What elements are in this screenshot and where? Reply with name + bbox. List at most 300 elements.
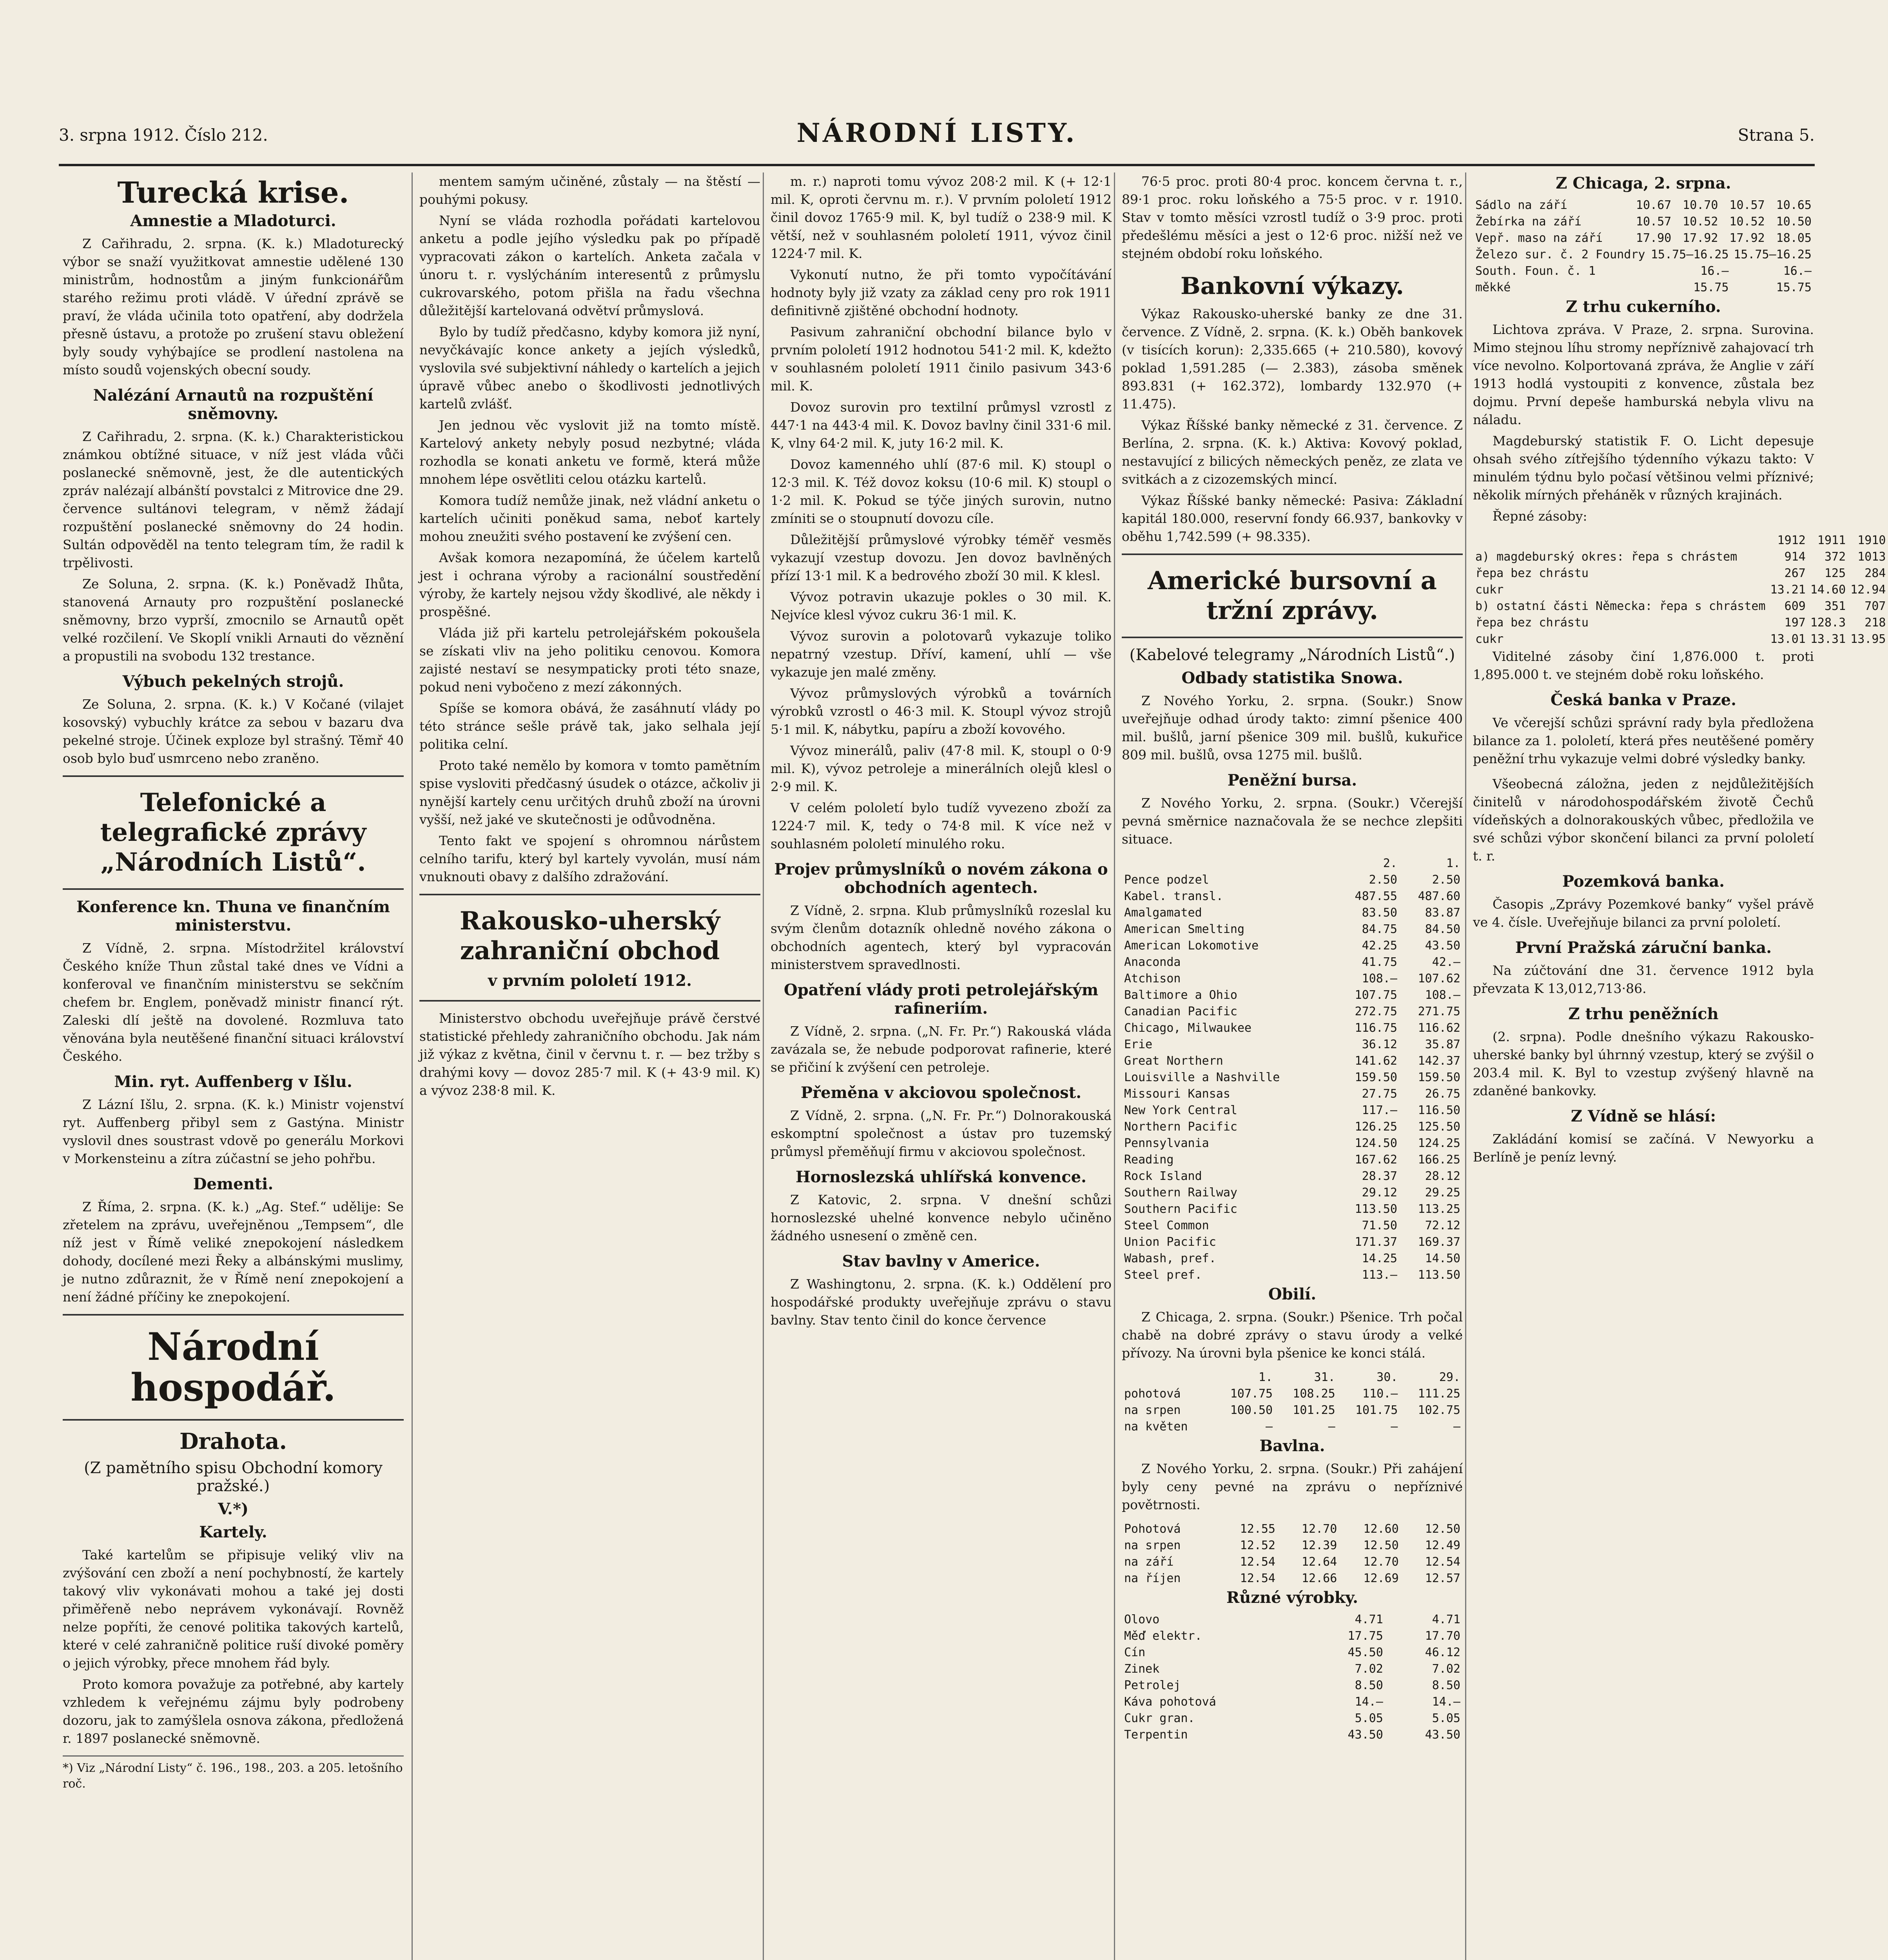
article-title: Z trhu cukerního. <box>1566 298 1721 316</box>
table-cell: 16.— <box>1783 264 1812 278</box>
article-title: Projev průmyslníků o novém zákona o obchodních agentech. <box>774 860 1108 897</box>
table-row <box>1122 1069 1463 1086</box>
table-cell: Steel Common <box>1124 1219 1209 1232</box>
table-cell: 12.50 <box>1425 1522 1460 1536</box>
table-cell: 13.21 <box>1770 583 1806 597</box>
article-title: Z trhu peněžních <box>1568 1005 1719 1023</box>
section-header-box <box>419 894 760 1002</box>
paragraph: 76·5 proc. proti 80·4 proc. koncem června t. r., 89·1 proc. roku loňského a 75·5 proc. v r. 1910. Stav v tomto měsíci vzrostl tudíž o 3·9 proc. proti předešlému měsíci a jest o 12·6 proc. nižší než ve stejném období roku loňského. <box>1122 174 1463 261</box>
table-cell: 14.50 <box>1425 1252 1460 1265</box>
table-row <box>1122 1710 1463 1727</box>
column-5 <box>1473 172 1886 1960</box>
section-header-box <box>1122 554 1463 638</box>
table-cell: 372 <box>1824 550 1846 564</box>
table-cell: 159.50 <box>1355 1071 1397 1084</box>
table-row <box>1122 1036 1463 1053</box>
table-cell: 108.— <box>1362 972 1397 985</box>
table-row <box>1473 247 1814 263</box>
table-row <box>1122 1677 1463 1694</box>
table-cell: 10.52 <box>1729 215 1765 229</box>
table-cell: Canadian Pacific <box>1124 1005 1237 1018</box>
paragraph: Z Cařihradu, 2. srpna. (K. k.) Mladoturecký výbor se snaží využitkovat amnestie udělené 130 ministrům, hodnostům a jiným funkcionářům starého režimu proti vládě. V úřední zprávě se praví, že vláda učinila toto opatření, aby dodržela přesně ústavu, a protože po zrušení stavu obležení byly soudy vyhýbajíce se prodlení nastolena na místo soudů vojenských obecní soudy. <box>63 236 404 377</box>
table-cell: 13.95 <box>1850 632 1886 646</box>
paragraph: Z Vídně, 2. srpna. („N. Fr. Pr.“) Rakouská vláda zavázala se, že nebude podporovat rafinerie, které se přičiní k zvýšení cen petroleje. <box>771 1024 1112 1075</box>
table-cell: 15.75—16.25 <box>1734 248 1812 261</box>
table-row <box>1122 1053 1463 1069</box>
table-cell: 10.57 <box>1636 215 1672 229</box>
article-subtitle: Bavlna. <box>1259 1437 1325 1455</box>
article-title: Česká banka v Praze. <box>1550 691 1737 709</box>
paragraph: Dovoz kamenného uhlí (87·6 mil. K) stoupl o 12·3 mil. K. Též dovoz koksu (10·6 mil. K) stoupl o 1·2 mil. K. Pokud se týče jiných surovin, nutno zmíniti se o stoupnutí dovozu cíle. <box>771 457 1112 526</box>
table-cell: 10.50 <box>1776 215 1812 229</box>
paragraph: (2. srpna). Podle dnešního výkazu Rakousko-uherské banky byl úhrnný vzestup, který se zvýšil o 203.4 mil. K. Byl to vzestup zvýšený hlavně na zdaněné bankovky. <box>1473 1029 1814 1098</box>
table-cell: 15.75—16.25 <box>1650 248 1729 261</box>
table-row <box>1122 1102 1463 1119</box>
stock-quotes-table <box>1122 855 1463 1283</box>
table-row <box>1122 938 1463 954</box>
masthead <box>59 118 1815 165</box>
table-cell: 83.50 <box>1362 906 1397 920</box>
table-cell: 271.75 <box>1418 1005 1460 1018</box>
table-cell: 197 <box>1784 616 1806 630</box>
table-cell <box>1122 855 1337 872</box>
table-cell <box>1473 532 1768 549</box>
table-cell: 17.92 <box>1683 231 1718 245</box>
table-cell: South. Foun. č. 1 <box>1475 264 1596 278</box>
section-subtitle: v prvním pololetí 1912. <box>488 971 692 990</box>
article-title: Hornoslezská uhlířská konvence. <box>796 1168 1086 1186</box>
paragraph: Důležitější průmyslové výrobky téměř vesměs vykazují vzestup dovozu. Jen dovoz bavlněných přízí 13·1 mil. K a bedrového zboží 30 mil. K klesl. <box>771 532 1112 583</box>
table-cell: Cín <box>1124 1646 1146 1659</box>
table-cell: American Smelting <box>1124 922 1245 936</box>
table-cell: 10.52 <box>1683 215 1718 229</box>
table-cell: 12.70 <box>1302 1522 1337 1536</box>
table-row <box>1122 1168 1463 1185</box>
table-row <box>1122 1152 1463 1168</box>
table-cell: 124.25 <box>1418 1136 1460 1150</box>
article-title: Z Vídně se hlásí: <box>1571 1107 1716 1125</box>
table-header-row <box>1122 1369 1463 1386</box>
table-cell: 43.50 <box>1348 1728 1383 1742</box>
issue-date: 3. srpna 1912. Číslo 212. <box>59 125 268 145</box>
table-cell: 487.55 <box>1355 889 1397 903</box>
table-row <box>1473 549 1888 565</box>
table-cell: 12.70 <box>1363 1555 1399 1569</box>
paragraph: m. r.) naproti tomu vývoz 208·2 mil. K (+ 12·1 mil. K, oproti červnu m. r.). V prvním pololetí 1912 činil dovoz 1765·9 mil. K, byl tudíž o 238·9 mil. K větší, než v souhlasném pololetí 1911, vývoz činil 1224·7 mil. K. <box>771 174 1112 261</box>
paragraph: Jen jednou věc vyslovit již na tomto místě. Kartelový ankety nebyly posud nezbytné; vláda rozhodla se konati anketu ve formě, která může mnohem lépe osvětliti celou otázku kartelů. <box>419 417 760 487</box>
table-cell: 914 <box>1784 550 1806 564</box>
column-1 <box>63 172 404 1960</box>
table-cell: Olovo <box>1124 1613 1160 1626</box>
table-cell: Sádlo na září <box>1475 198 1567 212</box>
table-row <box>1122 1267 1463 1283</box>
table-cell: Kabel. transl. <box>1124 889 1223 903</box>
table-cell: 26.75 <box>1425 1087 1460 1101</box>
table-cell: Northern Pacific <box>1124 1120 1237 1134</box>
table-cell: 1. <box>1446 857 1460 870</box>
paragraph: Z Chicaga, 2. srpna. (Soukr.) Pšenice. Trh počal chabě na dobré zprávy o stavu úrody a velké přívozy. Na úrovni byla pšenice ke konci stálá. <box>1122 1309 1463 1361</box>
table-cell: Steel pref. <box>1124 1268 1202 1282</box>
table-cell: 107.62 <box>1418 972 1460 985</box>
table-cell: 125.50 <box>1418 1120 1460 1134</box>
table-row <box>1122 1521 1463 1537</box>
table-cell: 8.50 <box>1355 1679 1383 1692</box>
table-cell: 12.54 <box>1240 1555 1275 1569</box>
table-cell: 116.62 <box>1418 1021 1460 1035</box>
paragraph: Z Katovic, 2. srpna. V dnešní schůzi hornoslezské uhelné konvence nebylo učiněno žádného usnesení o změně cen. <box>771 1192 1112 1243</box>
table-cell: 42.25 <box>1362 939 1397 953</box>
table-cell: 1911 <box>1817 534 1846 547</box>
paragraph: Řepné zásoby: <box>1493 508 1587 524</box>
article-subtitle: Výbuch pekelných strojů. <box>122 672 344 691</box>
article-title: Stav bavlny v Americe. <box>842 1252 1040 1270</box>
commodity-quotes-table <box>1122 1612 1463 1743</box>
paragraph: Z Nového Yorku, 2. srpna. (Soukr.) Snow uveřejňuje odhad úrody takto: zimní pšenice 400 mil. bušlů, jarní pšenice 309 mil. bušlů, kukuřice 809 mil. bušlů, ovsa 1275 mil. bušlů. <box>1122 693 1463 762</box>
paragraph: Z Nového Yorku, 2. srpna. (Soukr.) Při zahájení byly ceny pevné na zprávu o nepříznivé povětrnosti. <box>1122 1461 1463 1512</box>
table-cell: 29. <box>1439 1370 1460 1384</box>
table-cell: 14.— <box>1355 1695 1383 1709</box>
table-cell: na září <box>1124 1555 1174 1569</box>
column-divider <box>1114 172 1115 1960</box>
table-cell: Pennsylvania <box>1124 1136 1209 1150</box>
table-cell: 12.94 <box>1850 583 1886 597</box>
table-cell: 116.75 <box>1355 1021 1397 1035</box>
table-cell: 166.25 <box>1418 1153 1460 1167</box>
table-cell: 15.75 <box>1693 281 1729 294</box>
table-cell: 35.87 <box>1425 1038 1460 1051</box>
paragraph: Z Cařihradu, 2. srpna. (K. k.) Charakteristickou známkou obtížné situace, v níž jest vláda vůči poslanecké sněmovně, jest, že dle autentických zpráv nalézají albánští povstalci z Mitrovice dne 29. července sultánovi telegram, v němž žádají rozpuštění poslanecké sněmovny do 24 hodin. Sultán odpověděl na tento telegram tím, že radil k trpělivosti. <box>63 429 404 570</box>
table-row <box>1122 1694 1463 1710</box>
table-cell: 36.12 <box>1362 1038 1397 1051</box>
table-row <box>1473 582 1888 598</box>
table-row <box>1473 565 1888 582</box>
table-cell: 1013 <box>1857 550 1886 564</box>
paragraph: Na zúčtování dne 31. července 1912 byla převzata K 13,012,713·86. <box>1473 963 1814 996</box>
table-cell: 28.37 <box>1362 1169 1397 1183</box>
table-cell: 609 <box>1784 599 1806 613</box>
section-title: Telefonické a telegrafické zprávy „Národních Listů“. <box>100 788 366 877</box>
table-row <box>1122 1020 1463 1036</box>
table-cell: 5.05 <box>1355 1711 1383 1725</box>
paragraph: Avšak komora nezapomíná, že účelem kartelů jest i ochrana výroby a racionální soustředění výroby, že kartely nejsou vždy škodlivé, ale někdy i prospěšné. <box>419 550 760 619</box>
paragraph: Všeobecná záložna, jeden z nejdůležitějších činitelů v národohospodářském životě Čechů vídeňských a dolnorakouských vůbec, předložila ve své schůzi výbor skončení bilanci za první pololetí t. r. <box>1473 776 1814 864</box>
table-row <box>1122 1250 1463 1267</box>
paragraph: Proto komora považuje za potřebné, aby kartely vzhledem k veřejnému zájmu byly podrobeny dozoru, jak to zamýšlela osnova zákona, předložená r. 1897 poslanecké sněmovně. <box>63 1677 404 1746</box>
table-cell: 15.75 <box>1776 281 1812 294</box>
paragraph: Lichtova zpráva. V Praze, 2. srpna. Surovina. Mimo stejnou líhu stromy nepříznivě zahajovací trh více nevolno. Kolportovaná zpráva, že Anglie v září 1913 hodlá vystoupiti z konvence, zůstala bez dojmu. První depeše hamburská nebyla vlivu na náladu. <box>1473 322 1814 427</box>
paragraph: Z Vídně, 2. srpna. Místodržitel království Českého kníže Thun zůstal také dnes ve Vídni a konferoval ve finančním ministerstvu se sekčním chefem br. Englem, poněvadž ministr financí rýt. Zaleski dlí ještě na dovolené. Rozmluva tato věnována byla neutěšené finanční situaci království Českého. <box>63 940 404 1064</box>
table-cell: 43.50 <box>1425 1728 1460 1742</box>
table-cell: — <box>1328 1420 1335 1434</box>
table-cell: Baltimore a Ohio <box>1124 988 1237 1002</box>
article-subtitle: Nalézání Arnautů na rozpuštění sněmovny. <box>93 386 374 423</box>
article-subtitle: (Z pamětního spisu Obchodní komory pražské.) <box>84 1459 383 1495</box>
paragraph: Výkaz Rakousko-uherské banky ze dne 31. července. Z Vídně, 2. srpna. (K. k.) Oběh bankovek (v tisících korun): 2,335.665 (+ 210.580), kovový poklad 1,591.285 (— 2.383), zásoba směnek 893.831 (+ 162.372), lombardy 132.970 (+ 11.475). <box>1122 306 1463 412</box>
table-cell: 12.54 <box>1425 1555 1460 1569</box>
table-row <box>1122 1612 1463 1628</box>
paragraph: Časopis „Zprávy Pozemkové banky“ vyšel právě ve 4. čísle. Uveřejňuje bilanci za první pololetí. <box>1473 897 1814 930</box>
table-cell: 17.90 <box>1636 231 1672 245</box>
section-title: Rakousko-uherský zahraniční obchod <box>459 906 720 965</box>
table-cell: Terpentin <box>1124 1728 1188 1742</box>
table-cell: Atchison <box>1124 972 1181 985</box>
table-cell: na srpen <box>1124 1539 1181 1552</box>
section-title: Americké bursovní a tržní zprávy. <box>1148 566 1437 625</box>
table-row <box>1122 1119 1463 1135</box>
table-cell: 707 <box>1864 599 1886 613</box>
table-cell: Missouri Kansas <box>1124 1087 1230 1101</box>
cotton-quotes-table <box>1122 1521 1463 1587</box>
table-cell: řepa bez chrástu <box>1475 616 1589 630</box>
table-row <box>1122 1201 1463 1218</box>
table-cell: 18.05 <box>1776 231 1812 245</box>
article-subtitle: Peněžní bursa. <box>1227 771 1357 789</box>
table-cell: 43.50 <box>1425 939 1460 953</box>
table-row <box>1122 1234 1463 1250</box>
table-cell: Great Northern <box>1124 1054 1223 1068</box>
column-divider <box>763 172 764 1960</box>
table-cell: 267 <box>1784 566 1806 580</box>
table-cell: na říjen <box>1124 1572 1181 1585</box>
table-row <box>1122 872 1463 888</box>
table-cell: 8.50 <box>1432 1679 1460 1692</box>
paragraph: Z Washingtonu, 2. srpna. (K. k.) Oddělení pro hospodářské produkty uveřejňuje zprávu o stavu bavlny. Stav tento činil do konce července <box>771 1276 1112 1328</box>
table-cell: Wabash, pref. <box>1124 1252 1216 1265</box>
table-row <box>1473 598 1888 615</box>
table-cell: 102.75 <box>1418 1403 1460 1417</box>
article-subtitle: Dementi. <box>193 1175 274 1193</box>
table-row <box>1122 987 1463 1004</box>
article-subtitle: Odbady statistika Snowa. <box>1181 669 1403 687</box>
article-subtitle: Amnestie a Mladoturci. <box>130 212 336 230</box>
paragraph: Proto také nemělo by komora v tomto pamětním spise vysloviti předčasný úsudek o otázce, ačkoliv ji nynější kartely cenu určitých druhů zboží na úrovni vyšší, než jaké ve skutečnosti je odůvodněna. <box>419 758 760 827</box>
table-cell: 27.75 <box>1362 1087 1397 1101</box>
paragraph: Nyní se vláda rozhodla pořádati kartelovou anketu a podle jejího výsledku pak po případě vypracovati zákon o kartelích. Anketa začala v únoru t. r. vyslýcháním interesentů z průmyslu cukrovarského, potom přišla na řadu všechna důležitější kartelovaná odvětví průmyslová. <box>419 213 760 318</box>
paragraph: Viditelné zásoby činí 1,876.000 t. proti 1,895.000 t. ve stejném době roku loňského. <box>1473 649 1814 682</box>
table-cell: 142.37 <box>1418 1054 1460 1068</box>
table-cell: pohotová <box>1124 1387 1181 1401</box>
table-cell: 12.55 <box>1240 1522 1275 1536</box>
table-row <box>1122 1628 1463 1644</box>
paragraph: Bylo by tudíž předčasno, kdyby komora již nyní, nevyčkávajíc konce ankety a jejích výsledků, vyslovila své subjektivní náhledy o kartelích a jejich úpravě vůbec anebo o škodlivosti jednotlivých kartelů zvlášť. <box>419 324 760 412</box>
paragraph: Zakládání komisí se začíná. V Newyorku a Berlíně je peníz levný. <box>1473 1131 1814 1165</box>
article-subtitle: Kartely. <box>199 1523 267 1541</box>
table-cell: 29.12 <box>1362 1186 1397 1200</box>
paragraph: Vývoz surovin a polotovarů vykazuje toliko nepatrný vzestup. Dříví, kamení, uhlí — vše vykazuje jen malé změny. <box>771 628 1112 680</box>
article-subtitle: Různé výrobky. <box>1226 1588 1358 1607</box>
table-cell: Železo sur. č. 2 Foundry <box>1475 248 1645 261</box>
table-cell: 17.92 <box>1729 231 1765 245</box>
paragraph: Vývoz průmyslových výrobků a továrních výrobků vzrostl o 46·3 mil. K. Stoupl vývoz strojů 5·1 mil. K, nábytku, papíru a zboží kovového. <box>771 686 1112 737</box>
table-cell: 10.65 <box>1776 198 1812 212</box>
table-cell: Rock Island <box>1124 1169 1202 1183</box>
table-cell: 124.50 <box>1355 1136 1397 1150</box>
table-cell: 31. <box>1314 1370 1335 1384</box>
table-cell: 17.75 <box>1348 1629 1383 1643</box>
table-row <box>1122 1218 1463 1234</box>
table-row <box>1122 1554 1463 1570</box>
paragraph: Výkaz Říšské banky německé: Pasiva: Základní kapitál 180.000, reservní fondy 66.937, bankovky v oběhu 1,742.599 (+ 98.335). <box>1122 493 1463 544</box>
table-cell: 351 <box>1824 599 1846 613</box>
table-row <box>1122 888 1463 905</box>
table-cell: 17.70 <box>1425 1629 1460 1643</box>
table-row <box>1473 214 1814 230</box>
table-row <box>1122 1661 1463 1677</box>
table-row <box>1122 1004 1463 1020</box>
table-cell: 125 <box>1824 566 1846 580</box>
table-cell: 111.25 <box>1418 1387 1460 1401</box>
table-cell: — <box>1453 1420 1460 1434</box>
table-header-row <box>1122 855 1463 872</box>
table-row <box>1122 1386 1463 1402</box>
table-cell: Reading <box>1124 1153 1174 1167</box>
paragraph: Z Říma, 2. srpna. (K. k.) „Ag. Stef.“ udělije: Se zřetelem na zprávu, uveřejněnou „Tempsem“, dle níž jest v Římě veliké znepokojení následkem dohody, docílené mezi Řeky a albánskými muslimy, je nutno zdůraznit, že v Římě není znepokojení a není žádné příčiny ke znepokojení. <box>63 1199 404 1305</box>
paragraph: mentem samým učiněné, zůstaly — na štěstí — pouhými pokusy. <box>419 174 760 207</box>
table-cell: 84.50 <box>1425 922 1460 936</box>
table-row <box>1122 1644 1463 1661</box>
table-cell: cukr <box>1475 632 1504 646</box>
table-cell: 169.37 <box>1418 1235 1460 1249</box>
table-row <box>1473 279 1814 296</box>
table-cell: 272.75 <box>1355 1005 1397 1018</box>
article-subtitle: Z Chicaga, 2. srpna. <box>1556 174 1731 192</box>
paragraph: Vývoz minerálů, paliv (47·8 mil. K, stoupl o 0·9 mil. K), vývoz petroleje a minerálních olejů klesl o 2·9 mil. K. <box>771 743 1112 794</box>
paper-title: NÁRODNÍ LISTY. <box>796 118 1077 148</box>
table-cell: 45.50 <box>1348 1646 1383 1659</box>
table-cell: 116.50 <box>1418 1103 1460 1117</box>
table-cell: 487.60 <box>1418 889 1460 903</box>
table-cell: 10.57 <box>1729 198 1765 212</box>
table-row <box>1122 971 1463 987</box>
table-cell: 1. <box>1258 1370 1273 1384</box>
table-cell <box>1122 1369 1212 1386</box>
table-cell: 113.25 <box>1418 1202 1460 1216</box>
article-title: Přeměna v akciovou společnost. <box>800 1083 1082 1102</box>
table-cell: 12.49 <box>1425 1539 1460 1552</box>
table-cell: 29.25 <box>1425 1186 1460 1200</box>
table-cell: Cukr gran. <box>1124 1711 1195 1725</box>
table-row <box>1122 921 1463 938</box>
iron-quotes-table <box>1473 247 1814 296</box>
table-row <box>1122 954 1463 971</box>
table-cell: na květen <box>1124 1420 1188 1434</box>
table-cell: American Lokomotive <box>1124 939 1259 953</box>
table-cell: b) ostatní části Německa: řepa s chrástem <box>1475 599 1766 613</box>
table-row <box>1122 905 1463 921</box>
paragraph: Vývoz potravin ukazuje pokles o 30 mil. K. Nejvíce klesl vývoz cukru 36·1 mil. K. <box>771 589 1112 622</box>
column-4 <box>1122 172 1463 1960</box>
column-3 <box>771 172 1112 1960</box>
table-cell: 171.37 <box>1355 1235 1397 1249</box>
table-cell: 284 <box>1864 566 1886 580</box>
table-row <box>1473 615 1888 631</box>
footnote: *) Viz „Národní Listy“ č. 196., 198., 203. a 205. letošního roč. <box>63 1755 404 1792</box>
table-row <box>1122 1419 1463 1435</box>
grain-quotes-table <box>1122 1369 1463 1435</box>
table-cell: řepa bez chrástu <box>1475 566 1589 580</box>
table-cell: 30. <box>1377 1370 1398 1384</box>
table-cell: 128.3 <box>1810 616 1846 630</box>
table-cell: 12.52 <box>1240 1539 1275 1552</box>
table-cell: Žebírka na září <box>1475 215 1581 229</box>
article-subtitle: V.*) <box>218 1500 248 1518</box>
table-cell: 101.75 <box>1355 1403 1398 1417</box>
paragraph: Ministerstvo obchodu uveřejňuje právě čerstvé statistické přehledy zahraničního obchodu. Jak nám již výkaz z května, činil v červnu t. r. — bez tržby s drahými kovy — dovoz 285·7 mil. K (+ 43·9 mil. K) a vývoz 238·8 mil. K. <box>419 1011 760 1098</box>
table-cell: Amalgamated <box>1124 906 1202 920</box>
table-cell: Southern Pacific <box>1124 1202 1237 1216</box>
table-row <box>1473 230 1814 247</box>
article-subtitle: Obilí. <box>1268 1285 1317 1303</box>
paragraph: V celém pololetí bylo tudíž vyvezeno zboží za 1224·7 mil. K, tedy o 74·8 mil. K více než v souhlasném pololetí minulého roku. <box>771 800 1112 851</box>
column-divider <box>1465 172 1466 1960</box>
paragraph: Tento fakt ve spojení s ohromnou nárůstem celního tarifu, který byl kartely vyvolán, musí nám vnuknouti obavy z dalšího zdražování. <box>419 833 760 884</box>
table-cell: 1910 <box>1857 534 1886 547</box>
table-cell: 28.12 <box>1425 1169 1460 1183</box>
table-cell: 13.31 <box>1810 632 1846 646</box>
table-row <box>1473 631 1888 648</box>
table-row <box>1122 1727 1463 1743</box>
table-row <box>1122 1086 1463 1102</box>
table-cell: 2. <box>1383 857 1397 870</box>
table-cell: 41.75 <box>1362 955 1397 969</box>
table-cell: — <box>1266 1420 1273 1434</box>
paragraph: Ze Soluna, 2. srpna. (K. k.) Poněvadž Ihůta, stanovená Arnauty pro rozpuštění poslanecké sněmovny, brzo vyprší, zmocnilo se Arnautů opět velké rozčilení. Ve Skoplí vnikli Arnauti do věznění a propustili na svobodu 132 trestance. <box>63 576 404 664</box>
table-cell: Pohotová <box>1124 1522 1181 1536</box>
chicago-quotes-table <box>1473 197 1814 247</box>
table-cell: 12.57 <box>1425 1572 1460 1585</box>
paragraph: Z Nového Yorku, 2. srpna. (Soukr.) Včerejší pevná směrnice naznačovala že se nechce zlepšiti situace. <box>1122 795 1463 847</box>
table-cell: 83.87 <box>1425 906 1460 920</box>
paragraph: Z Vídně, 2. srpna. („N. Fr. Pr.“) Dolnorakouská eskomptní společnost a ústav pro tuzemský průmysl přeměňují firmu v akciovou společnost. <box>771 1108 1112 1159</box>
column-divider <box>412 172 413 1960</box>
section-subtitle: (Kabelové telegramy „Národních Listů“.) <box>1129 646 1455 664</box>
table-cell: 5.05 <box>1432 1711 1460 1725</box>
table-cell: Petrolej <box>1124 1679 1181 1692</box>
table-row <box>1122 1135 1463 1152</box>
article-subtitle: Min. ryt. Auffenberg v Išlu. <box>114 1073 352 1091</box>
table-cell: 107.75 <box>1230 1387 1273 1401</box>
article-title: Turecká krise. <box>117 176 349 210</box>
table-cell: Vepř. maso na září <box>1475 231 1603 245</box>
section-header-box <box>63 775 404 890</box>
paragraph: Komora tudíž nemůže jinak, než vládní anketu o kartelích učiniti poněkud sama, neboť kartely mohou zneužiti svého postavení ke zvýšení cen. <box>419 493 760 544</box>
table-cell: 12.66 <box>1302 1572 1337 1585</box>
table-row <box>1473 263 1814 279</box>
table-cell: 13.01 <box>1770 632 1806 646</box>
column-2 <box>419 172 760 1960</box>
table-cell: 2.50 <box>1432 873 1460 887</box>
paragraph: Vláda již při kartelu petrolejářském pokoušela se získati vliv na jeho politiku cenovou. Komora zajisté nestaví se nesympaticky proti této snaze, pokud neni vybočeno z mezí zákonných. <box>419 625 760 695</box>
table-cell: Southern Railway <box>1124 1186 1237 1200</box>
table-cell: 12.39 <box>1302 1539 1337 1552</box>
table-row <box>1473 197 1814 214</box>
table-cell: 12.69 <box>1363 1572 1399 1585</box>
table-cell: 101.25 <box>1293 1403 1335 1417</box>
article-title: Pozemková banka. <box>1562 872 1725 891</box>
header-rule <box>59 164 1815 166</box>
table-cell: 12.50 <box>1363 1539 1399 1552</box>
table-cell: New York Central <box>1124 1103 1237 1117</box>
table-cell: Zinek <box>1124 1662 1160 1676</box>
section-title: Národní hospodář. <box>131 1325 336 1410</box>
paragraph: Z Lázní Išlu, 2. srpna. (K. k.) Ministr vojenství ryt. Auffenberg přibyl sem z Gastýna. Ministr vyslovil dnes soustrast vdově po generálu Morkovi v Morkensteinu a zítra zúčastní se jeho pohřbu. <box>63 1097 404 1166</box>
table-cell: Měď elektr. <box>1124 1629 1202 1643</box>
paragraph: Spíše se komora obává, že zasáhnutí vlády po této stránce sešle právě tak, jako selhala její politika celní. <box>419 701 760 752</box>
paragraph: Výkaz Říšské banky německé z 31. července. Z Berlína, 2. srpna. (K. k.) Aktiva: Kovový poklad, nestavující z bilicých německých peněz, ze zlata ve svitkách a z cizozemských mincí. <box>1122 417 1463 487</box>
table-cell: 159.50 <box>1418 1071 1460 1084</box>
table-cell: 2.50 <box>1369 873 1397 887</box>
table-cell: cukr <box>1475 583 1504 597</box>
